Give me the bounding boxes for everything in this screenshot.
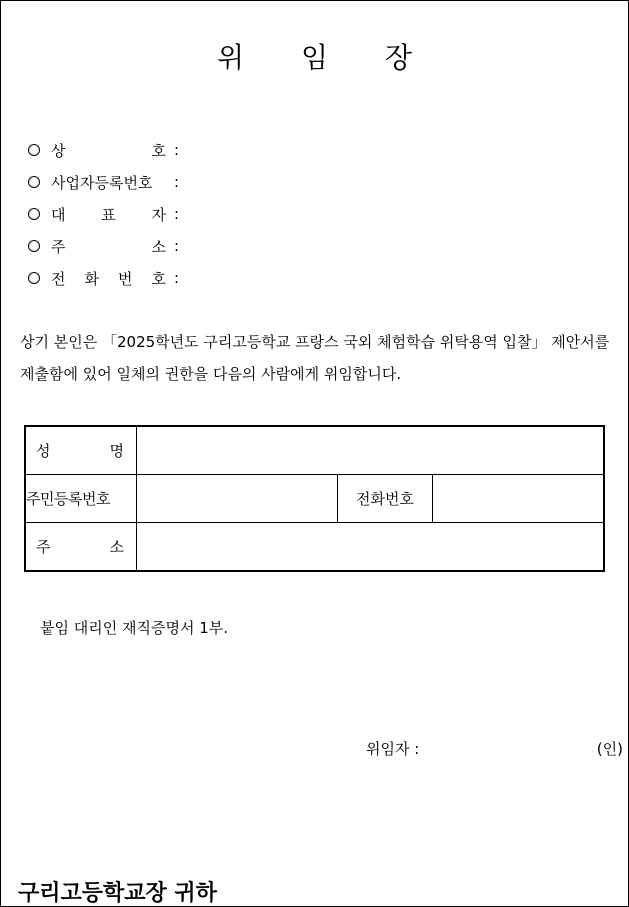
field-colon: : [174,205,180,223]
field-business-number [28,166,179,198]
resident-number-value-cell[interactable] [137,475,338,523]
field-colon: : [174,173,180,191]
field-colon: : [174,269,180,287]
field-label: 사업자등록번호 [51,173,153,192]
field-phone-number [28,262,179,294]
field-colon: : [174,141,180,159]
delegation-statement [20,326,628,390]
delegator-label: 위임자 : [366,740,420,758]
field-representative [28,198,179,230]
address-value-cell[interactable] [137,523,605,572]
circle-bullet-icon [28,208,40,220]
document-title: 위 임 장 [217,41,436,74]
agent-info-table [24,425,605,572]
attachment-note: 붙임 대리인 재직증명서 1부. [40,619,229,637]
recipient-footer: 구리고등학교장 귀하 [18,881,217,906]
name-value-cell[interactable] [137,426,605,475]
field-label: 주 소 [51,237,166,256]
field-address [28,230,179,262]
table-row-resident-phone [25,475,604,523]
resident-number-label-cell: 주민등록번호 [25,475,137,523]
field-label: 상 호 [51,141,166,160]
circle-bullet-icon [28,176,40,188]
circle-bullet-icon [28,272,40,284]
phone-label-cell: 전화번호 [338,475,433,523]
circle-bullet-icon [28,240,40,252]
phone-value-cell[interactable] [433,475,605,523]
field-label: 전 화 번 호 [51,269,166,288]
field-company-name [28,134,179,166]
circle-bullet-icon [28,144,40,156]
statement-line-2: 제출함에 있어 일체의 권한을 다음의 사람에게 위임합니다. [20,365,402,383]
name-label-cell: 성 명 [25,426,137,475]
field-colon: : [174,237,180,255]
statement-line-1: 상기 본인은 「2025학년도 구리고등학교 프랑스 국외 체험학습 위탁용역 입찰」 제안서를 [20,333,610,351]
table-row-address [25,523,604,572]
seal-mark: (인) [596,740,623,758]
table-row-name [25,426,604,475]
field-label: 대 표 자 [51,205,166,224]
address-label-cell: 주 소 [25,523,137,572]
applicant-fields [28,134,179,294]
